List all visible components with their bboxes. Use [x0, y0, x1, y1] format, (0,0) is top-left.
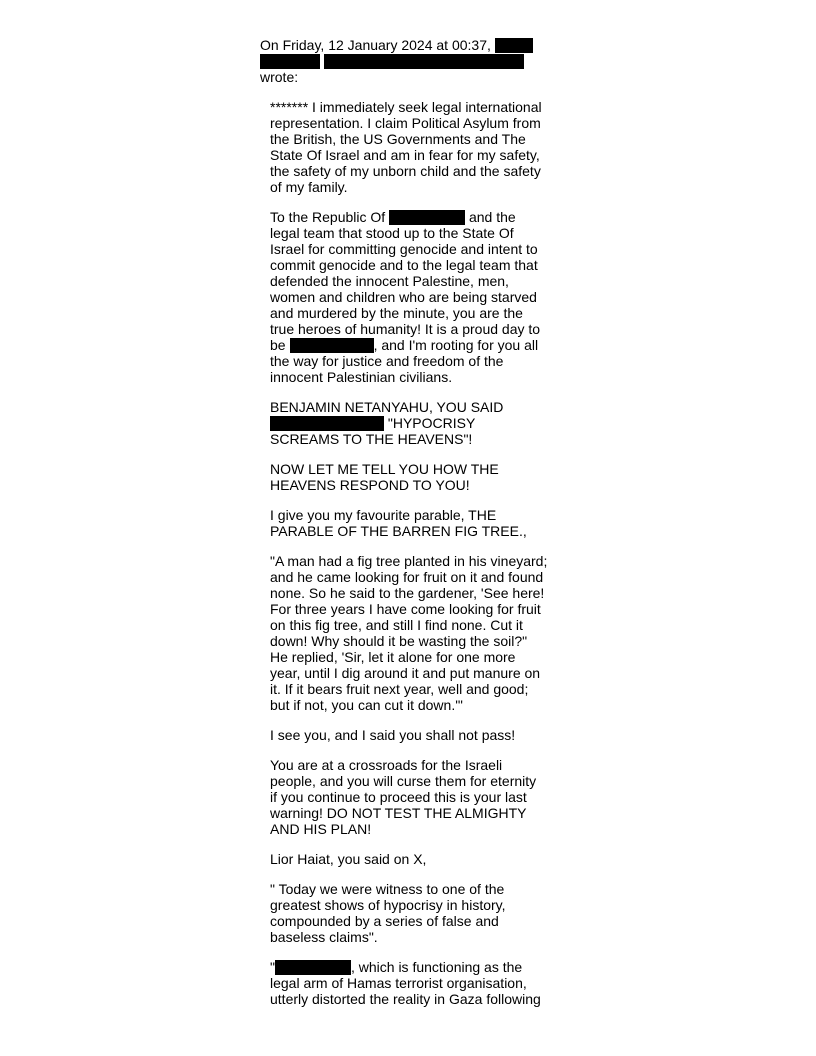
paragraph-text: , which is functioning as the legal arm of Hamas terrorist organisation, utterly distorted the reality in Gaza following [270, 959, 541, 1007]
paragraph-hypocrisy-quote: " Today we were witness to one of the greatest shows of hypocrisy in history, compounded by a series of false and baseless claims". [270, 881, 506, 945]
paragraph-shall-not-pass: I see you, and I said you shall not pass! [270, 727, 516, 743]
redaction-box [324, 54, 524, 69]
paragraph-text: BENJAMIN NETANYAHU, YOU SAID [270, 399, 504, 415]
redaction-box [275, 960, 351, 975]
paragraph-netanyahu [270, 399, 560, 447]
paragraph-parable-intro: I give you my favourite parable, THE PARABLE OF THE BARREN FIG TREE., [270, 507, 527, 539]
header-wrote: wrote: [260, 69, 299, 85]
header-line-1 [260, 37, 550, 53]
paragraph-legal-arm [270, 959, 550, 1007]
redaction-box [270, 416, 384, 431]
paragraph-republic [270, 209, 548, 385]
paragraph-text: To the Republic Of [270, 209, 386, 225]
email-quote-header [260, 37, 550, 85]
paragraph-text: and the [468, 209, 516, 225]
paragraph-text: legal team that stood up to the State Of Israel for committing genocide and intent to commit genocide and to the legal team that defended the innocent Palestine, men, women and children who are being starved and murdered by the minute, you are the true heroes of humanity! It is a proud day to [270, 225, 541, 337]
paragraph-text: , and I'm rooting for you all the way for justice and freedom of the innocent Palestinian civilians. [270, 337, 539, 385]
paragraph-text: SCREAMS TO THE HEAVENS"! [270, 431, 473, 447]
redaction-box [290, 338, 374, 353]
paragraph-lior-haiat: Lior Haiat, you said on X, [270, 851, 427, 867]
email-body [270, 99, 560, 1021]
paragraph-text: be [270, 337, 286, 353]
paragraph-text: " [270, 959, 275, 975]
header-line-2 [260, 53, 550, 69]
paragraph-line [270, 415, 560, 431]
paragraph-crossroads: You are at a crossroads for the Israeli people, and you will curse them for eternity if you continue to proceed this is your last warning! DO NOT TEST THE ALMIGHTY AND HIS PLAN! [270, 757, 537, 837]
paragraph-parable-quote: "A man had a fig tree planted in his vineyard; and he came looking for fruit on it and found none. So he said to the gardener, 'See here! For three years I have come looking for fruit on this fig tree, and still I find none. Cut it down! Why should it be wasting the soil?" He replied, 'Sir, let it alone for one more year, until I dig around it and put manure on it. If it bears fruit next year, well and good; but if not, you can cut it down.'" [270, 553, 548, 713]
header-date-text: On Friday, 12 January 2024 at 00:37, [260, 37, 491, 53]
redaction-box [495, 38, 533, 53]
paragraph-asylum-claim: ******* I immediately seek legal international representation. I claim Political Asylum from the British, the US Governments and The State Of Israel and am in fear for my safety, the safety of my unborn child and the safety of my family. [270, 99, 542, 195]
paragraph-text: "HYPOCRISY [387, 415, 476, 431]
redaction-box [260, 54, 320, 69]
redaction-box [389, 210, 465, 225]
paragraph-heavens: NOW LET ME TELL YOU HOW THE HEAVENS RESPOND TO YOU! [270, 461, 499, 493]
